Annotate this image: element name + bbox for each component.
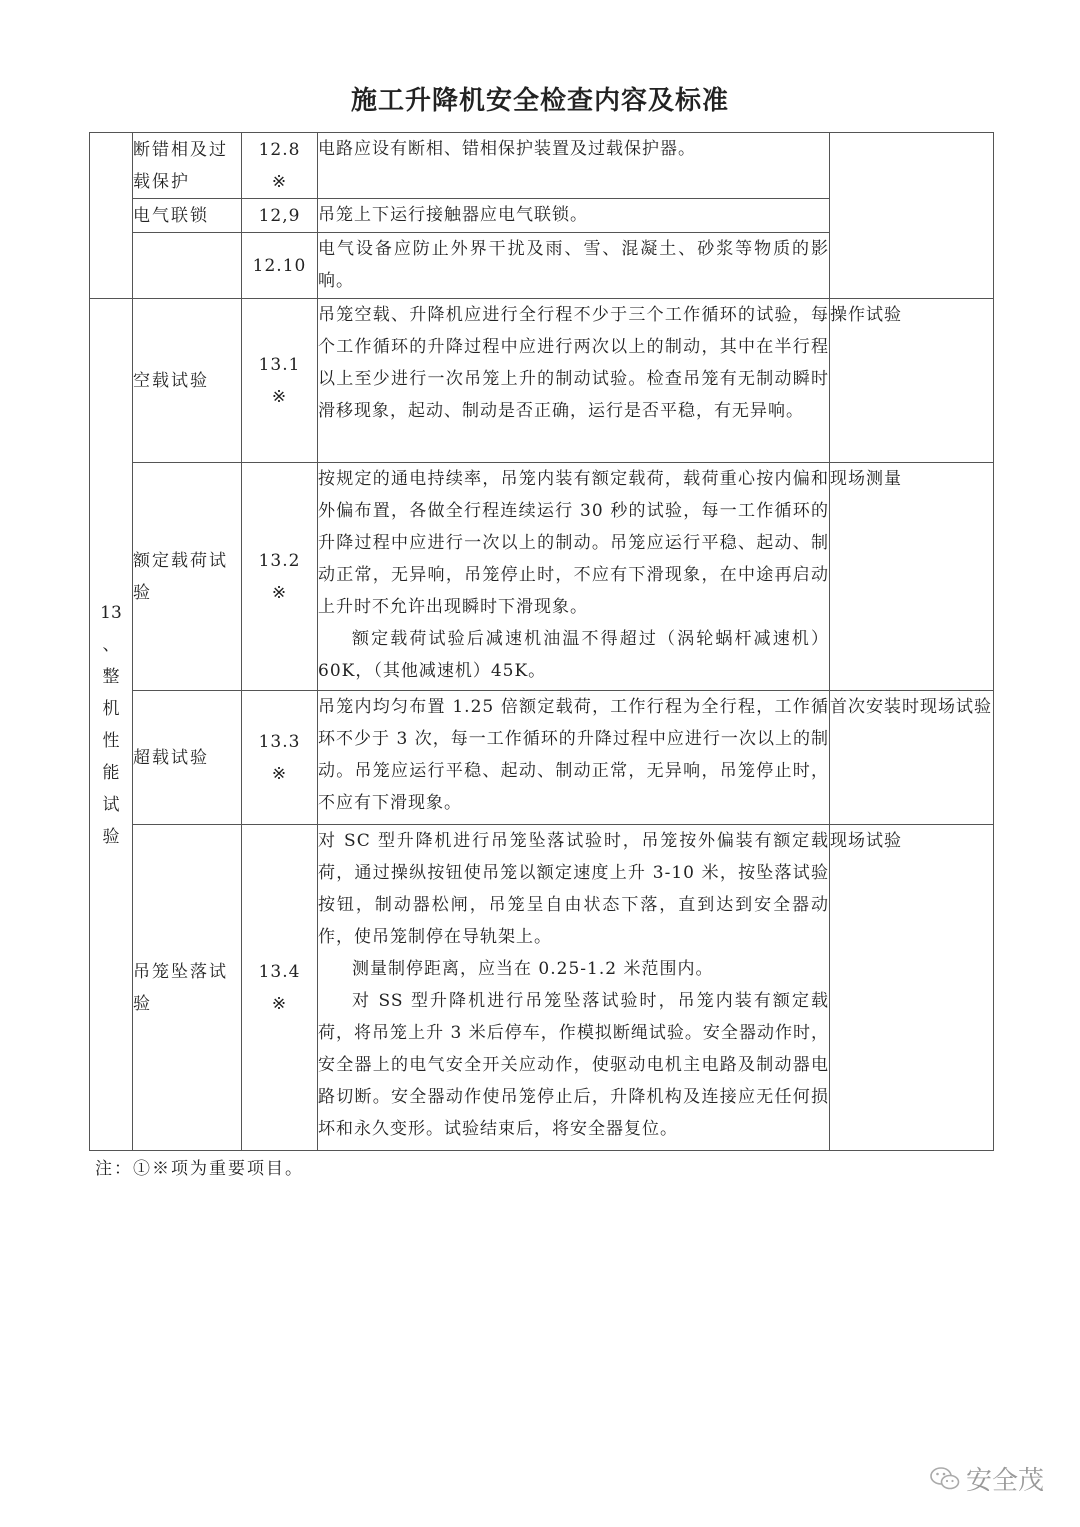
number-cell [242,133,318,199]
table-row [90,825,994,1151]
group-label-char: 机 [102,698,120,719]
important-mark: ※ [271,582,288,603]
important-mark: ※ [271,993,288,1014]
method-cell: 首次安装时现场试验 [830,691,994,825]
number-cell [242,691,318,825]
important-mark: ※ [271,386,288,407]
group-label-char: 性 [102,730,120,751]
group-label-char: 验 [102,826,120,847]
method-cell [830,133,994,299]
important-mark: ※ [271,171,288,192]
group-label-char: 13 [100,602,122,623]
content-paragraph: 吊笼空载、升降机应进行全行程不少于三个工作循环的试验，每个工作循环的升降过程中应进行两次以上的制动，其中在半行程以上至少进行一次吊笼上升的制动试验。检查吊笼有无制动瞬时滑移现象，起动、制动是否正确，运行是否平稳，有无异响。 [318,305,829,421]
method-cell: 现场测量 [830,463,994,691]
number-cell: 12,9 [242,199,318,233]
item-cell [133,233,242,299]
item-cell: 断错相及过载保护 [133,133,242,199]
content-cell [318,299,830,463]
content-cell [318,825,830,1151]
item-number: 13.1 [258,354,301,375]
item-number: 12.8 [258,139,301,160]
item-cell: 额定载荷试验 [133,463,242,691]
item-cell: 超载试验 [133,691,242,825]
group-label-char: 、 [102,634,120,655]
group-cell-12 [90,133,133,299]
group-label-char: 整 [102,666,120,687]
wechat-icon [930,1466,960,1492]
content-cell: 电气设备应防止外界干扰及雨、雪、混凝土、砂浆等物质的影响。 [318,233,830,299]
watermark [930,1460,1044,1497]
item-number: 13.2 [258,550,301,571]
method-cell: 现场试验 [830,825,994,1151]
page-title: 施工升降机安全检查内容及标准 [350,86,729,116]
watermark-text: 安全茂 [966,1466,1045,1496]
content-paragraph: 额定载荷试验后减速机油温不得超过（涡轮蜗杆减速机）60K，（其他减速机）45K。 [318,629,829,681]
number-cell [242,463,318,691]
content-paragraph: 对 SC 型升降机进行吊笼坠落试验时，吊笼按外偏装有额定载荷，通过操纵按钮使吊笼以额定速度上升 3-10 米，按坠落试验按钮，制动器松闸，吊笼呈自由状态下落，直到达到安全器动作，使吊笼制停在导轨架上。 [318,831,829,947]
content-cell [318,691,830,825]
item-cell: 吊笼坠落试验 [133,825,242,1151]
content-cell [318,463,830,691]
content-paragraph: 按规定的通电持续率，吊笼内装有额定载荷，载荷重心按内偏和外偏布置，各做全行程连续运行 30 秒的试验，每一工作循环的升降过程中应进行一次以上的制动。吊笼应运行平稳、起动、制动正常，无异响，吊笼停止时，不应有下滑现象，在中途再启动上升时不允许出现瞬时下滑现象。 [318,469,829,617]
item-cell: 电气联锁 [133,199,242,233]
number-cell [242,299,318,463]
method-cell: 操作试验 [830,299,994,463]
content-cell: 吊笼上下运行接触器应电气联锁。 [318,199,830,233]
group-label-char: 能 [102,762,120,783]
table-row [90,463,994,691]
content-paragraph: 对 SS 型升降机进行吊笼坠落试验时，吊笼内装有额定载荷，将吊笼上升 3 米后停车，作模拟断绳试验。安全器动作时，安全器上的电气安全开关应动作，使驱动电机主电路及制动器电路切断。安全器动作使吊笼停止后，升降机构及连接应无任何损坏和永久变形。试验结束后，将安全器复位。 [318,991,829,1139]
table-row [90,133,994,199]
item-number: 13.3 [258,731,301,752]
group-label-char: 试 [102,794,120,815]
table-row [90,299,994,463]
number-cell [242,825,318,1151]
inspection-table [89,132,994,1151]
group-cell-13 [90,299,133,1151]
content-cell: 电路应设有断相、错相保护装置及过载保护器。 [318,133,830,199]
important-mark: ※ [271,763,288,784]
item-cell: 空载试验 [133,299,242,463]
content-paragraph: 吊笼内均匀布置 1.25 倍额定载荷，工作行程为全行程，工作循环不少于 3 次，每一工作循环的升降过程中应进行一次以上的制动。吊笼应运行平稳、起动、制动正常，无异响，吊笼停止时，不应有下滑现象。 [318,697,829,813]
footnote: 注：①※项为重要项目。 [95,1159,304,1179]
table-row [90,691,994,825]
number-cell: 12.10 [242,233,318,299]
item-number: 13.4 [258,961,301,982]
content-paragraph: 测量制停距离，应当在 0.25-1.2 米范围内。 [352,959,714,979]
